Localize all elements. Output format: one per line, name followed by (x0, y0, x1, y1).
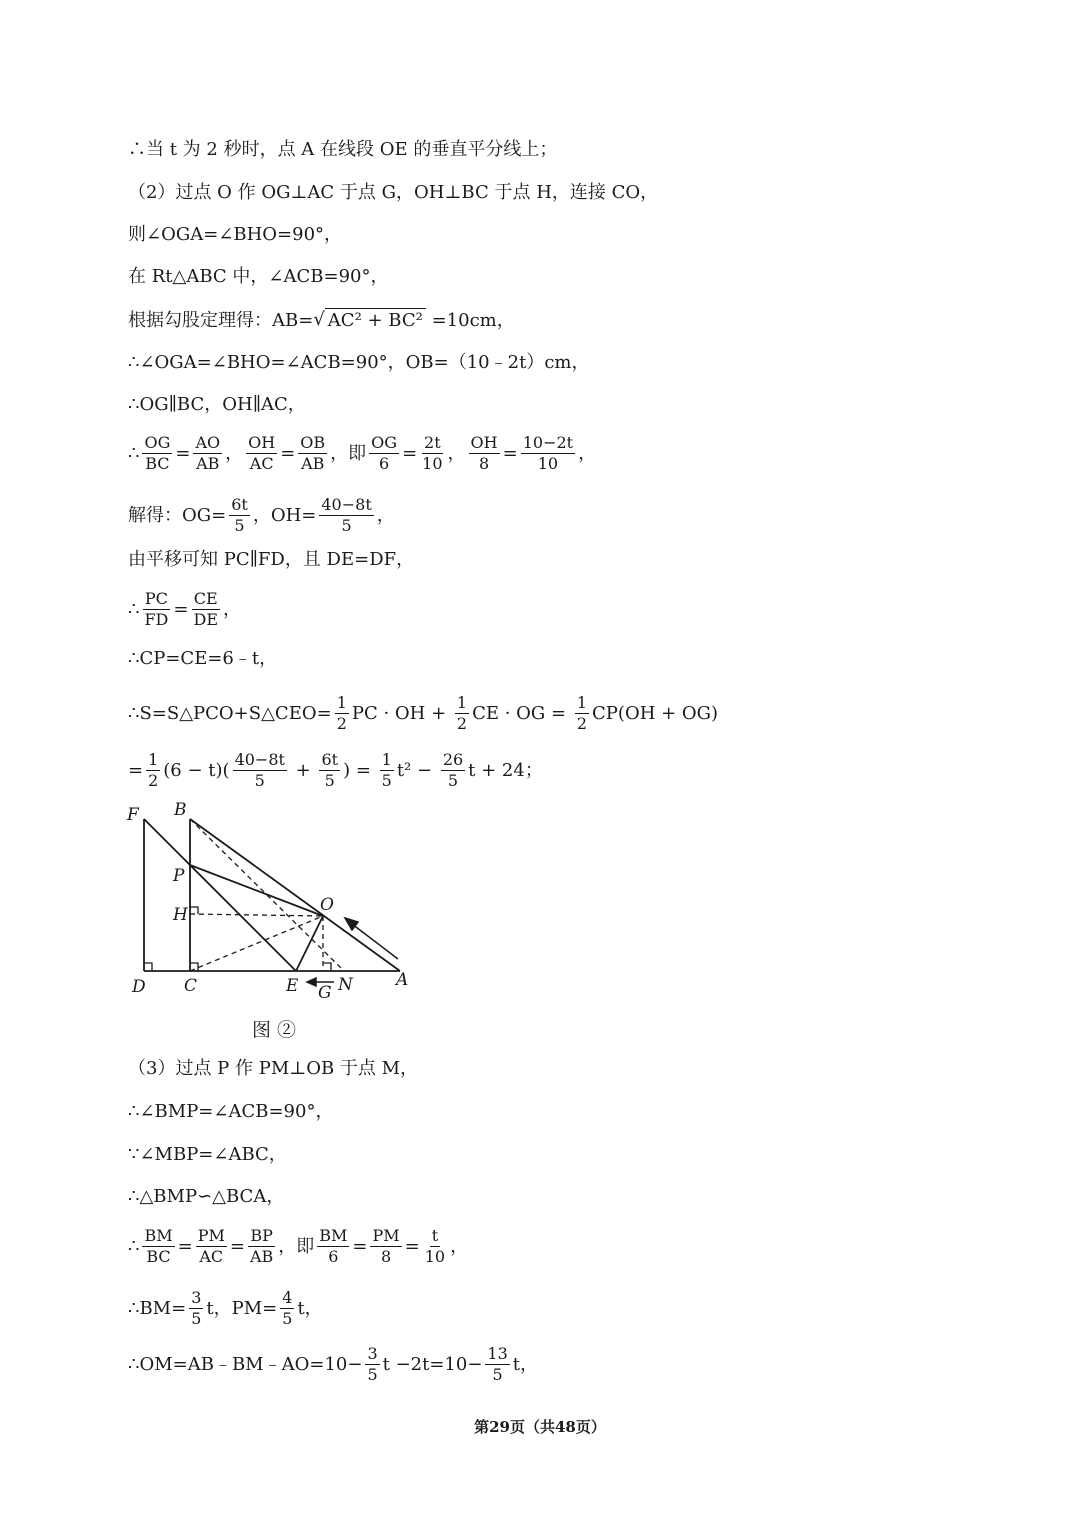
line-14-text-f: t + 24； (468, 759, 543, 781)
denominator: 10 (424, 1247, 446, 1266)
denominator: 5 (191, 1309, 202, 1328)
punctuation: ，即 (278, 1235, 315, 1257)
label-h: H (173, 905, 188, 925)
equals-sign: = (173, 598, 189, 620)
arrow-o-head (345, 918, 358, 930)
text-line-18 (128, 1185, 284, 1209)
equals-sign: = (402, 442, 418, 464)
denominator: 5 (447, 771, 459, 790)
text-line-17 (128, 1143, 287, 1167)
arrow-g-head (307, 978, 316, 986)
numerator: PM (372, 1226, 400, 1245)
line-18-text: ∴△BMP∽△BCA， (128, 1186, 285, 1207)
denominator: 5 (324, 771, 335, 790)
numerator: 40−8t (321, 495, 372, 514)
fraction (191, 590, 220, 629)
fraction (319, 751, 340, 790)
denominator: 5 (234, 516, 245, 535)
fraction (193, 434, 222, 473)
punctuation: ， (223, 598, 241, 620)
fraction (370, 1227, 401, 1266)
fraction (317, 1227, 349, 1266)
denominator: BC (145, 454, 170, 473)
line-16-text: ∴∠BMP=∠ACB=90°， (128, 1101, 334, 1122)
line-9-text-a: 解得：OG= (128, 504, 227, 526)
label-a: A (396, 970, 409, 990)
numerator: 1 (148, 750, 159, 769)
text-line-1 (128, 138, 557, 162)
fraction (280, 1289, 294, 1328)
denominator: 2 (576, 714, 588, 733)
fraction (248, 1227, 275, 1266)
therefore-symbol: ∴ (128, 442, 140, 464)
segment-oe (296, 916, 323, 971)
line-14-text-a: = (128, 759, 144, 781)
fraction (365, 1345, 379, 1384)
numerator: 26 (442, 750, 464, 769)
denominator: 10 (537, 454, 559, 473)
numerator: 13 (487, 1344, 508, 1363)
fraction (485, 1345, 509, 1384)
equals-sign: = (175, 442, 191, 464)
numerator: OG (144, 433, 171, 452)
denominator: AB (196, 454, 220, 473)
fraction (575, 694, 589, 733)
line-14-text-b: (6 − t)( (163, 759, 230, 781)
line-14-text-c: + (289, 759, 317, 781)
therefore-symbol: ∴ (128, 1235, 140, 1257)
numerator: OB (300, 433, 326, 452)
denominator: BC (146, 1247, 171, 1266)
label-g: G (318, 983, 332, 1003)
denominator: 2 (456, 714, 468, 733)
numerator: 3 (191, 1288, 202, 1307)
page-footer (0, 1416, 1080, 1437)
line-1-text: ∴当 t 为 2 秒时，点 A 在线段 OE 的垂直平分线上； (128, 139, 558, 160)
text-line-6 (128, 351, 589, 375)
denominator: 6 (328, 1247, 339, 1266)
line-13-text-a: ∴S=S△PCO+S△CEO= (128, 702, 332, 724)
numerator: 40−8t (234, 750, 285, 769)
text-line-21 (128, 1345, 538, 1384)
text-line-12 (128, 647, 277, 671)
line-21-text-b: t −2t=10− (382, 1353, 483, 1375)
fraction (319, 496, 373, 535)
numerator: 1 (576, 693, 588, 712)
text-line-8 (128, 434, 596, 473)
text-line-15 (128, 1057, 418, 1081)
numerator: PC (144, 589, 168, 608)
denominator: FD (144, 610, 169, 629)
equals-sign: = (502, 442, 518, 464)
numerator: 3 (367, 1344, 378, 1363)
numerator: OG (371, 433, 398, 452)
denominator: 10 (422, 454, 443, 473)
fraction (196, 1227, 227, 1266)
label-o: O (320, 895, 334, 915)
segment-po (190, 865, 323, 916)
line-12-text: ∴CP=CE=6﹣t， (128, 648, 278, 669)
fraction (229, 496, 250, 535)
dashed-ho (190, 914, 323, 916)
denominator: 8 (380, 1247, 392, 1266)
dashed-co (190, 916, 323, 971)
line-17-text: ∵∠MBP=∠ABC， (128, 1144, 287, 1165)
numerator: PM (197, 1226, 225, 1245)
fraction (142, 590, 170, 629)
label-d: D (132, 977, 146, 997)
numerator: BM (319, 1226, 348, 1245)
label-c: C (184, 976, 198, 996)
fraction (189, 1289, 203, 1328)
fraction (441, 751, 465, 790)
line-6-text: ∴∠OGA=∠BHO=∠ACB=90°，OB=（10﹣2t）cm， (128, 352, 590, 373)
line-2-text: （2）过点 O 作 OG⊥AC 于点 G，OH⊥BC 于点 H，连接 CO， (128, 182, 659, 203)
therefore-symbol: ∴ (128, 598, 140, 620)
label-b: B (174, 800, 187, 820)
text-line-14 (128, 751, 543, 790)
line-4-text: 在 Rt△ABC 中，∠ACB=90°， (128, 266, 389, 287)
numerator: 2t (424, 433, 441, 452)
denominator: 5 (492, 1365, 503, 1384)
text-line-2 (128, 181, 658, 205)
text-line-10 (128, 548, 414, 572)
punctuation: t， (297, 1297, 323, 1319)
text-line-13 (128, 694, 718, 733)
equals-sign: = (177, 1235, 193, 1257)
denominator: 5 (282, 1309, 293, 1328)
text-line-16 (128, 1100, 333, 1124)
sqrt-sign: √ (313, 309, 325, 330)
numerator: OH (248, 433, 276, 452)
numerator: 6t (321, 750, 339, 769)
punctuation: ， (376, 504, 395, 526)
text-line-7 (128, 393, 306, 417)
right-angle-h (190, 907, 198, 914)
fraction (380, 751, 394, 790)
fraction (469, 434, 500, 473)
denominator: AB (249, 1247, 274, 1266)
text-line-11 (128, 590, 241, 629)
right-angle-d (144, 963, 152, 971)
numerator: 6t (231, 495, 248, 514)
punctuation: ， (225, 442, 244, 464)
right-angle-g (323, 963, 331, 971)
equals-sign: = (352, 1235, 368, 1257)
text-line-3 (128, 223, 342, 247)
label-p: P (173, 866, 185, 886)
denominator: 5 (341, 516, 352, 535)
numerator: 1 (336, 693, 347, 712)
denominator: 5 (381, 771, 392, 790)
equals-sign: = (404, 1235, 420, 1257)
label-f: F (127, 805, 139, 825)
numerator: CE (193, 589, 218, 608)
punctuation: t， (512, 1353, 539, 1375)
fraction (298, 434, 327, 473)
line-10-text: 由平移可知 PC∥FD，且 DE=DF， (128, 549, 415, 570)
text-line-4 (128, 265, 388, 289)
numerator: 4 (282, 1288, 293, 1307)
line-13-text-b: PC · OH + (351, 702, 452, 724)
line-14-text-d: ) = (343, 759, 377, 781)
fraction (521, 434, 575, 473)
denominator: 2 (336, 714, 347, 733)
numerator: 10−2t (522, 433, 574, 452)
fraction (246, 434, 277, 473)
line-7-text: ∴OG∥BC，OH∥AC， (128, 394, 306, 415)
fraction (369, 434, 399, 473)
numerator: 1 (456, 693, 468, 712)
text-line-19 (128, 1227, 468, 1266)
denominator: 6 (379, 454, 390, 473)
segment-ba (190, 819, 400, 971)
label-e: E (286, 976, 299, 996)
denominator: 5 (254, 771, 265, 790)
denominator: 8 (478, 454, 490, 473)
fraction (455, 694, 469, 733)
sqrt-expression (313, 308, 426, 333)
label-n: N (338, 975, 353, 995)
numerator: OH (470, 433, 498, 452)
fraction (335, 694, 349, 733)
numerator: AO (195, 433, 221, 452)
text-line-20 (128, 1289, 323, 1328)
denominator: AC (199, 1247, 224, 1266)
line-15-text: （3）过点 P 作 PM⊥OB 于点 M， (128, 1058, 419, 1079)
denominator: AC (249, 454, 274, 473)
sqrt-radicand: AC² + BC² (325, 308, 426, 333)
fraction (420, 434, 444, 473)
line-9-text-b: ，OH= (252, 504, 317, 526)
fraction (142, 1227, 174, 1266)
line-5-text-b: =10cm， (425, 309, 515, 331)
line-3-text: 则∠OGA=∠BHO=90°， (128, 224, 343, 245)
denominator: AB (301, 454, 325, 473)
punctuation: ，即 (330, 442, 367, 464)
fraction (146, 751, 160, 790)
line-21-text-a: ∴OM=AB﹣BM﹣AO=10− (128, 1353, 363, 1375)
equals-sign: = (280, 442, 296, 464)
figure-caption (252, 1018, 296, 1042)
line-5-text-a: 根据勾股定理得：AB= (128, 309, 314, 331)
fraction (423, 1227, 447, 1266)
fraction (233, 751, 287, 790)
text-line-5 (128, 308, 515, 333)
geometry-figure (120, 796, 430, 1006)
fraction (142, 434, 172, 473)
numerator: t (431, 1226, 439, 1245)
equals-sign: = (229, 1235, 245, 1257)
page-number: 第29页（共48页） (474, 1418, 606, 1436)
line-20-text-b: t，PM= (206, 1297, 278, 1319)
numerator: 1 (381, 750, 392, 769)
line-13-text-d: CP(OH + OG) (592, 702, 719, 724)
punctuation: ， (447, 442, 466, 464)
line-20-text-a: ∴BM= (128, 1297, 187, 1319)
denominator: 2 (148, 771, 159, 790)
numerator: BM (144, 1226, 173, 1245)
denominator: DE (193, 610, 218, 629)
numerator: BP (250, 1226, 273, 1245)
line-13-text-c: CE · OG = (472, 702, 572, 724)
punctuation: ， (578, 442, 597, 464)
line-14-text-e: t² − (396, 759, 438, 781)
text-line-9 (128, 496, 395, 535)
denominator: 5 (367, 1365, 378, 1384)
punctuation: ， (450, 1235, 469, 1257)
caption-text: 图 ② (252, 1019, 297, 1041)
